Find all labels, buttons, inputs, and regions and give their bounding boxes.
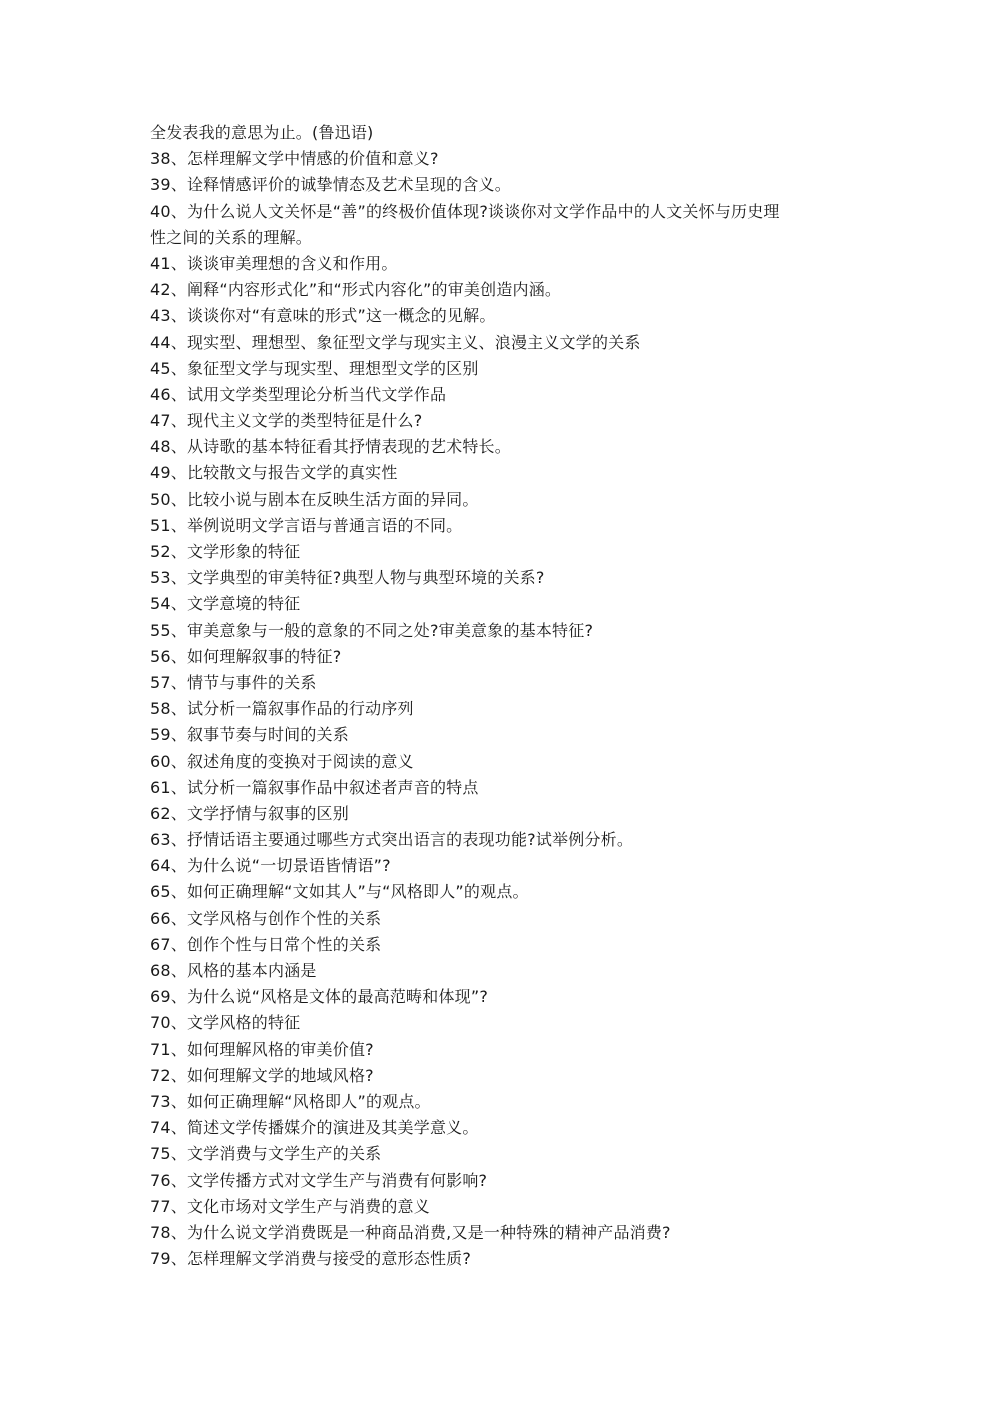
question-60: 60、叙述角度的变换对于阅读的意义 <box>150 751 414 771</box>
question-74: 74、简述文学传播媒介的演进及其美学意义。 <box>150 1118 479 1138</box>
question-65: 65、如何正确理解“文如其人”与“风格即人”的观点。 <box>150 882 529 902</box>
document-page <box>150 120 870 1272</box>
question-53: 53、文学典型的审美特征?典型人物与典型环境的关系? <box>150 568 545 588</box>
question-55: 55、审美意象与一般的意象的不同之处?审美意象的基本特征? <box>150 620 594 640</box>
question-51: 51、举例说明文学言语与普通言语的不同。 <box>150 515 463 535</box>
question-47: 47、现代主义文学的类型特征是什么? <box>150 411 423 431</box>
question-40: 40、为什么说人文关怀是“善”的终极价值体现?谈谈你对文学作品中的人文关怀与历史理 <box>150 201 780 221</box>
question-69: 69、为什么说“风格是文体的最高范畴和体现”? <box>150 987 489 1007</box>
question-54: 54、文学意境的特征 <box>150 594 301 614</box>
question-39: 39、诠释情感评价的诚挚情态及艺术呈现的含义。 <box>150 175 511 195</box>
question-71: 71、如何理解风格的审美价值? <box>150 1039 374 1059</box>
question-61: 61、试分析一篇叙事作品中叙述者声音的特点 <box>150 777 479 797</box>
question-75: 75、文学消费与文学生产的关系 <box>150 1144 382 1164</box>
question-76: 76、文学传播方式对文学生产与消费有何影响? <box>150 1170 488 1190</box>
question-72: 72、如何理解文学的地域风格? <box>150 1065 374 1085</box>
question-41: 41、谈谈审美理想的含义和作用。 <box>150 253 398 273</box>
question-45: 45、象征型文学与现实型、理想型文学的区别 <box>150 358 479 378</box>
question-67: 67、创作个性与日常个性的关系 <box>150 934 382 954</box>
question-49: 49、比较散文与报告文学的真实性 <box>150 463 398 483</box>
question-57: 57、情节与事件的关系 <box>150 672 317 692</box>
question-48: 48、从诗歌的基本特征看其抒情表现的艺术特长。 <box>150 437 511 457</box>
question-40-continued: 性之间的关系的理解。 <box>150 227 313 247</box>
question-78: 78、为什么说文学消费既是一种商品消费,又是一种特殊的精神产品消费? <box>150 1222 671 1242</box>
question-59: 59、叙事节奏与时间的关系 <box>150 725 349 745</box>
question-66: 66、文学风格与创作个性的关系 <box>150 908 382 928</box>
question-52: 52、文学形象的特征 <box>150 542 301 561</box>
question-63: 63、抒情话语主要通过哪些方式突出语言的表现功能?试举例分析。 <box>150 830 634 850</box>
question-70: 70、文学风格的特征 <box>150 1013 301 1033</box>
question-68: 68、风格的基本内涵是 <box>150 961 317 980</box>
question-64: 64、为什么说“一切景语皆情语”? <box>150 856 391 876</box>
question-79: 79、怎样理解文学消费与接受的意形态性质? <box>150 1249 472 1269</box>
question-43: 43、谈谈你对“有意味的形式”这一概念的见解。 <box>150 306 496 326</box>
question-44: 44、现实型、理想型、象征型文学与现实主义、浪漫主义文学的关系 <box>150 332 641 352</box>
question-73: 73、如何正确理解“风格即人”的观点。 <box>150 1091 431 1111</box>
question-46: 46、试用文学类型理论分析当代文学作品 <box>150 384 447 404</box>
question-62: 62、文学抒情与叙事的区别 <box>150 803 349 823</box>
question-38: 38、怎样理解文学中情感的价值和意义? <box>150 149 439 169</box>
question-77: 77、文化市场对文学生产与消费的意义 <box>150 1196 430 1216</box>
question-58: 58、试分析一篇叙事作品的行动序列 <box>150 699 414 719</box>
question-56: 56、如何理解叙事的特征? <box>150 646 342 666</box>
question-42: 42、阐释“内容形式化”和“形式内容化”的审美创造内涵。 <box>150 280 562 300</box>
text-line-continuation: 全发表我的意思为止。(鲁迅语) <box>150 123 374 142</box>
question-50: 50、比较小说与剧本在反映生活方面的异同。 <box>150 489 479 509</box>
